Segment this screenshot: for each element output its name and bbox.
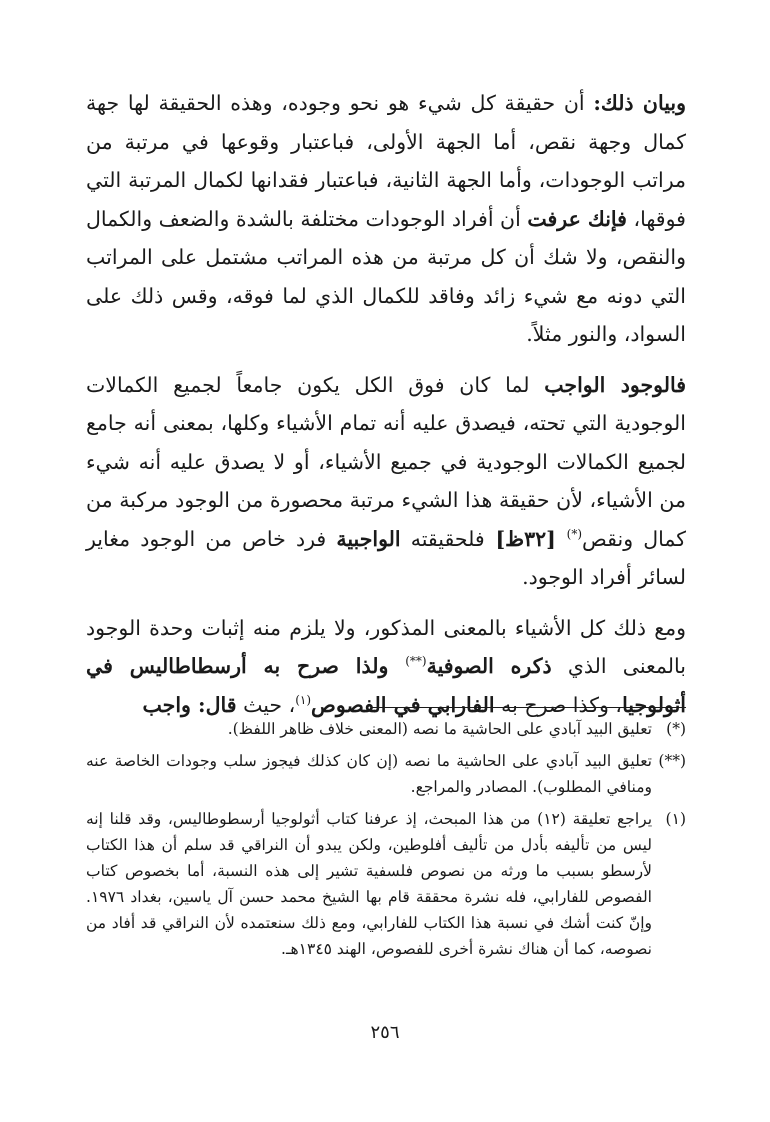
p3-text-1: ومع ذلك كل الأشياء بالمعنى المذكور، ولا يلزم منه إثبات وحدة الوجود بالمعنى الذي <box>86 615 687 678</box>
main-text <box>85 84 687 958</box>
page-number: ٢٥٦ <box>370 1022 400 1043</box>
p2-bold-2: الواجبية <box>336 526 401 551</box>
p1-bold-2: فإنك عرفت <box>527 206 627 231</box>
footnote-mark: (**) <box>658 752 686 770</box>
p2-text-1: لما كان فوق الكل يكون جامعاً لجميع الكمالات الوجودية التي تحته، فيصدق عليه أنه تمام الأشياء وكلها، بمعنى أنه جامع لجميع الكمالات الوجودية في جميع الأشياء، أو لا يصدق عليه أنه شيء من الأشياء، لأن حقيقة هذا الشيء مرتبة محصورة من الوجود مركبة من كمال ونقص <box>86 372 687 551</box>
footnote-mark: (*) <box>666 720 686 738</box>
p2-text-2: فلحقيقته <box>400 526 485 551</box>
footnote-text: يراجع تعليقة (١٢) من هذا المبحث، إذ عرفنا كتاب أثولوجيا أرسطوطاليس، وقد قلنا إنه ليس من تأليفه بأدل من تأليف أفلوطين، ولكن يبدو أن النراقي قد سلم أن هذا الكتاب لأرسطو بسبب ما ورثه من نصوص فلسفية تشير إلى هذه النسبة، أما بخصوص كتاب الفصوص للفارابي، فله نشرة محققة قام بها الشيخ محمد حسن آل ياسين، بغداد ١٩٧٦. وإنّ كنت أشك في نسبة هذا الكتاب للفارابي، ومع ذلك سنعتمده لأن النراقي قد أفاد من نصوصه، كما أن هناك نشرة أخرى للفصوص، الهند ١٣٤٥هـ. <box>86 810 653 958</box>
footnote-text: تعليق البيد آبادي على الحاشية ما نصه (إن كان كذلك فيجوز سلب وجودات الخاصة عنه ومنافي المطلوب). المصادر والمراجع. <box>86 752 652 796</box>
footnotes <box>86 716 686 968</box>
p3-footnote-ref-1: (**) <box>405 654 427 669</box>
p1-text-2: أن أفراد الوجودات مختلفة بالشدة والضعف والكمال والنقص، ولا شك أن كل مرتبة من هذه المراتب مشتمل على المراتب التي دونه مع شيء زائد وفاقد للكمال الذي لما فوقه، وقس ذلك على السواد، والنور مثلاً. <box>85 206 686 346</box>
footnote-1 <box>86 716 686 742</box>
footnote-3 <box>86 806 686 962</box>
footnote-2 <box>86 748 686 800</box>
p2-manuscript-ref: [٣٢ظ] <box>484 526 567 551</box>
p3-bold-2: ولذا صرح به أرسطاطاليس في أثولوجيا <box>86 654 686 717</box>
p3-bold-4: قال: واجب <box>142 692 237 717</box>
paragraph-2 <box>86 366 686 597</box>
footnote-text: تعليق البيد آبادي على الحاشية ما نصه (المعنى خلاف ظاهر اللفظ). <box>227 720 652 738</box>
p2-lead: فالوجود الواجب <box>544 372 686 397</box>
p3-text-3: ، حيث <box>236 692 296 717</box>
p1-lead: وبيان ذلك: <box>593 91 686 115</box>
p2-footnote-ref: (*) <box>566 526 583 541</box>
p1-text-1: أن حقيقة كل شيء هو نحو وجوده، وهذه الحقيقة لها جهة كمال وجهة نقص، أما الجهة الأولى، فباعتبار وقوعها في مرتبة من مراتب الوجودات، وأما الجهة الثانية، فباعتبار فقدانها لكمال المرتبة التي فوقها، <box>86 91 686 231</box>
p2-text-3: فرد خاص من الوجود مغاير لسائر أفراد الوجود. <box>86 526 686 589</box>
p3-bold-3: الفارابي في الفصوص <box>311 692 495 717</box>
p3-bold-1: ذكره الصوفية <box>426 654 552 678</box>
footnote-mark: (١) <box>665 810 686 828</box>
footnote-divider <box>371 707 686 708</box>
p3-footnote-ref-2: (١) <box>295 692 312 707</box>
p3-text-2: ، وكذا صرح به <box>494 692 623 717</box>
paragraph-1 <box>86 84 686 354</box>
